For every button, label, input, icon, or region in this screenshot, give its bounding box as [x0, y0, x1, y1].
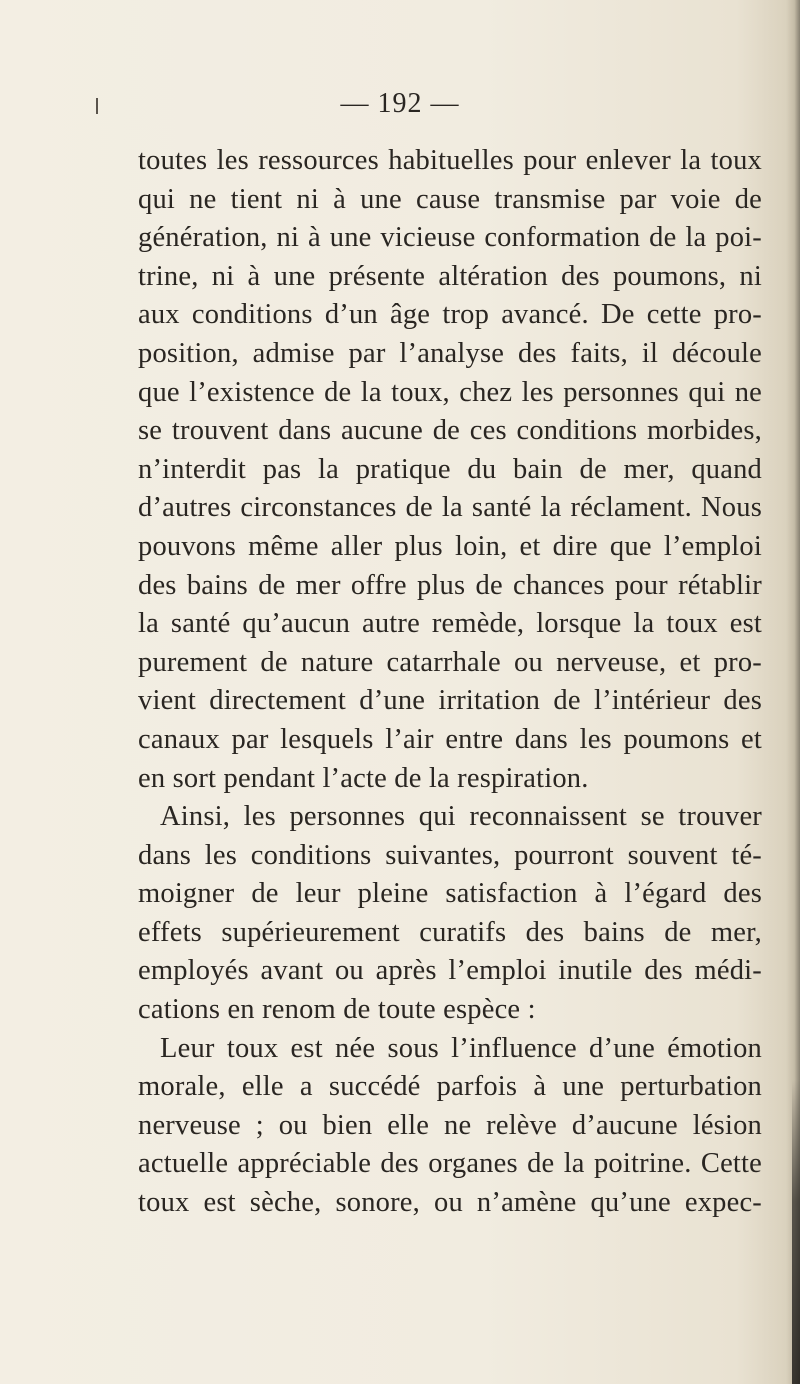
text-line: nerveuse ; ou bien elle ne relève d’aucune lésion — [138, 1109, 762, 1141]
text-line: cations en renom de toute espèce : — [138, 994, 536, 1026]
text-line: qui ne tient ni à une cause transmise par voie de — [138, 183, 762, 215]
text-line: des bains de mer offre plus de chances pour rétablir — [138, 569, 762, 601]
text-line: toux est sèche, sonore, ou n’amène qu’une expec- — [138, 1187, 762, 1219]
text-line: moigner de leur pleine satisfaction à l’égard des — [138, 878, 762, 910]
body-text — [138, 142, 762, 1223]
text-line: génération, ni à une vicieuse conformation de la poi- — [138, 222, 762, 254]
text-line: employés avant ou après l’emploi inutile des médi- — [138, 955, 762, 987]
text-line: purement de nature catarrhale ou nerveuse, et pro- — [138, 646, 762, 678]
page-edge-dark — [792, 1080, 800, 1384]
text-line: que l’existence de la toux, chez les personnes qui ne — [138, 376, 762, 408]
text-line: se trouvent dans aucune de ces conditions morbides, — [138, 415, 762, 447]
text-line: en sort pendant l’acte de la respiration. — [138, 762, 589, 794]
page-number: — 192 — — [340, 88, 460, 119]
text-line: position, admise par l’analyse des faits, il découle — [138, 337, 762, 369]
text-line: effets supérieurement curatifs des bains de mer, — [138, 916, 762, 948]
text-line: la santé qu’aucun autre remède, lorsque la toux est — [138, 608, 762, 640]
text-line: morale, elle a succédé parfois à une perturbation — [138, 1071, 762, 1103]
text-line: aux conditions d’un âge trop avancé. De cette pro- — [138, 299, 762, 331]
text-line: toutes les ressources habituelles pour enlever la toux — [138, 145, 762, 176]
text-line: dans les conditions suivantes, pourront souvent té- — [138, 839, 762, 871]
text-line: d’autres circonstances de la santé la réclament. Nous — [138, 492, 762, 524]
text-line: Ainsi, les personnes qui reconnaissent se trouver — [160, 801, 762, 833]
text-line: actuelle appréciable des organes de la poitrine. Cette — [138, 1148, 762, 1180]
text-line: Leur toux est née sous l’influence d’une émotion — [160, 1032, 762, 1064]
text-line: vient directement d’une irritation de l’intérieur des — [138, 685, 762, 717]
text-line: trine, ni à une présente altération des poumons, ni — [138, 260, 762, 292]
text-line: canaux par lesquels l’air entre dans les poumons et — [138, 723, 762, 755]
text-line: n’interdit pas la pratique du bain de mer, quand — [138, 453, 762, 485]
text-line: pouvons même aller plus loin, et dire que l’emploi — [138, 530, 762, 562]
